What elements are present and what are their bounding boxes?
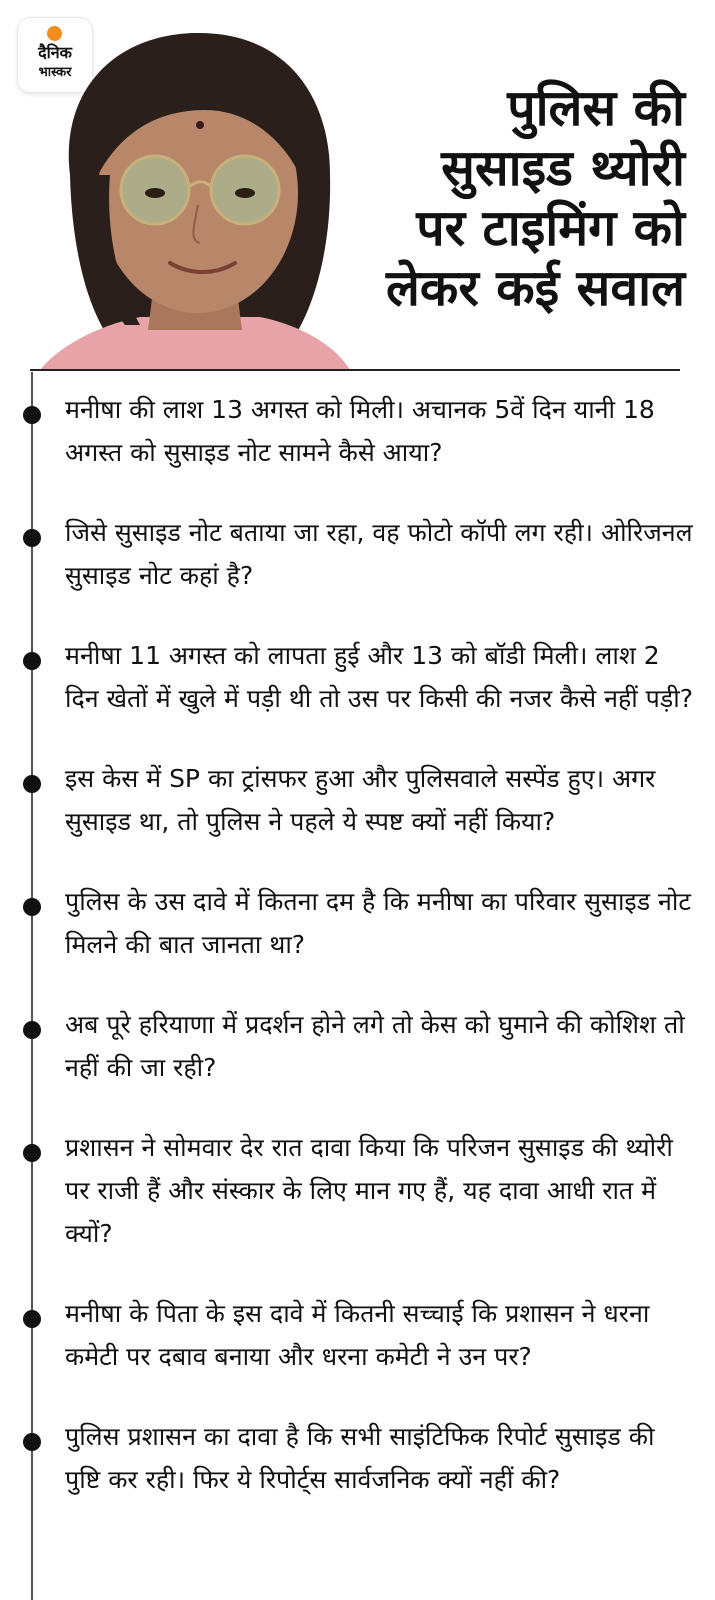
question-text: जिसे सुसाइड नोट बताया जा रहा, वह फोटो कॉपी लग रही। ओरिजनल सुसाइड नोट कहां है? [65, 518, 693, 590]
question-text: इस केस में SP का ट्रांसफर हुआ और पुलिसवाले सस्पेंड हुए। अगर सुसाइड था, तो पुलिस ने पहले ये स्पष्ट क्यों नहीं किया? [65, 764, 656, 836]
header-divider [30, 369, 680, 371]
question-text: पुलिस के उस दावे में कितना दम है कि मनीषा का परिवार सुसाइड नोट मिलने की बात जानता था? [65, 887, 691, 959]
bullet-dot-icon [23, 775, 41, 793]
bullet-dot-icon [23, 1310, 41, 1328]
question-item [0, 880, 715, 966]
question-list [0, 388, 715, 1538]
question-text: प्रशासन ने सोमवार देर रात दावा किया कि परिजन सुसाइड की थ्योरी पर राजी हैं और संस्कार के लिए मान गए हैं, यह दावा आधी रात में क्यों? [65, 1133, 673, 1248]
question-item [0, 634, 715, 720]
bullet-dot-icon [23, 529, 41, 547]
question-text: मनीषा के पिता के इस दावे में कितनी सच्चाई कि प्रशासन ने धरना कमेटी पर दबाव बनाया और धरना कमेटी ने उन पर? [65, 1299, 650, 1371]
question-item [0, 388, 715, 474]
logo-text-line1: दैनिक [38, 43, 72, 62]
bullet-dot-icon [23, 1433, 41, 1451]
question-text: मनीषा की लाश 13 अगस्त को मिली। अचानक 5वें दिन यानी 18 अगस्त को सुसाइड नोट सामने कैसे आया? [65, 395, 655, 467]
header [0, 0, 715, 372]
question-item [0, 1003, 715, 1089]
portrait-photo [30, 25, 360, 370]
bullet-dot-icon [23, 652, 41, 670]
headline-line: पुलिस की [507, 79, 685, 137]
bullet-dot-icon [23, 1144, 41, 1162]
bullet-dot-icon [23, 406, 41, 424]
headline [325, 78, 685, 318]
question-item [0, 511, 715, 597]
logo-text-line2: भास्कर [38, 65, 72, 80]
question-item [0, 757, 715, 843]
bullet-dot-icon [23, 1021, 41, 1039]
question-item [0, 1292, 715, 1378]
headline-line: पर टाइमिंग को [416, 199, 685, 257]
question-item [0, 1126, 715, 1255]
question-item [0, 1415, 715, 1501]
question-text: अब पूरे हरियाणा में प्रदर्शन होने लगे तो केस को घुमाने की कोशिश तो नहीं की जा रही? [65, 1010, 685, 1082]
question-text: पुलिस प्रशासन का दावा है कि सभी साइंटिफिक रिपोर्ट सुसाइड की पुष्टि कर रही। फिर ये रिपोर्ट्स सार्वजनिक क्यों नहीं की? [65, 1422, 655, 1494]
question-text: मनीषा 11 अगस्त को लापता हुई और 13 को बॉडी मिली। लाश 2 दिन खेतों में खुले में पड़ी थी तो उस पर किसी की नजर कैसे नहीं पड़ी? [65, 641, 693, 713]
headline-line: सुसाइड थ्योरी [441, 139, 685, 197]
headline-line: लेकर कई सवाल [386, 259, 685, 317]
bullet-dot-icon [23, 898, 41, 916]
